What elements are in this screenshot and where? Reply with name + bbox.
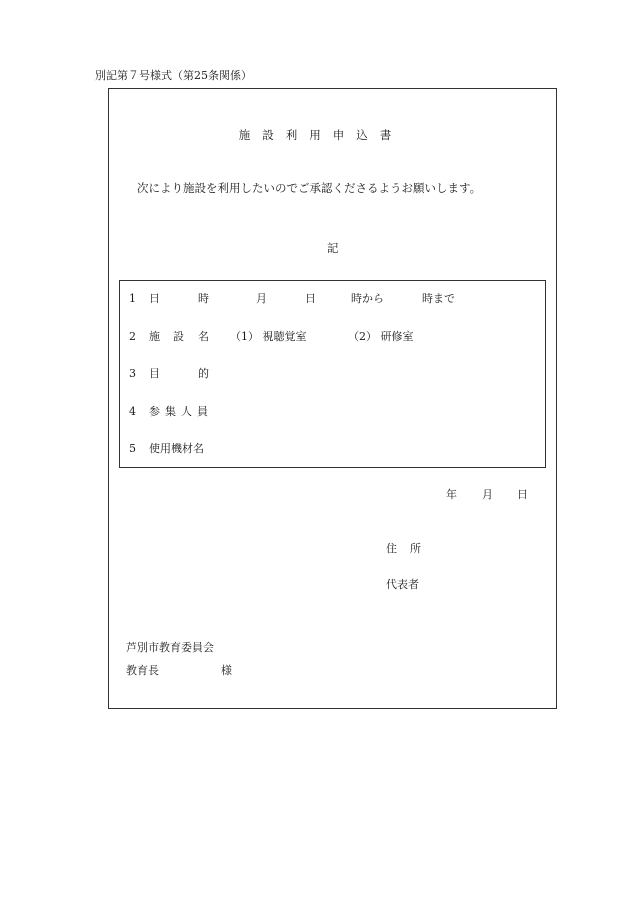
item1-from: 時から [351,292,384,305]
representative-label: 代表者 [386,578,419,591]
item3-label-char: 的 [198,367,209,380]
item4-number: 4 [129,405,136,418]
title-char: 用 [309,128,321,142]
form-reference: 別記第７号様式（第25条関係） [95,69,252,82]
date-year: 年 [446,488,457,501]
item3-label-char: 目 [149,367,160,380]
item2-label-char: 名 [198,330,209,343]
item4-label-char: 参 [149,405,160,418]
address-label-char: 所 [410,542,421,555]
item2-label-char: 設 [173,330,184,343]
title-char: 施 [238,128,251,142]
addressee-honorific: 様 [221,664,232,677]
title-char: 込 [356,128,368,142]
item1-number: 1 [129,292,136,305]
item5-number: 5 [129,442,136,455]
facility-option-2: （2） 研修室 [348,330,414,343]
ki-heading: 記 [327,241,339,255]
item5-label: 使用機材名 [149,442,204,455]
item4-label-char: 員 [197,405,208,418]
intro-text: 次により施設を利用したいのでご承認くださるようお願いします。 [137,181,482,195]
title-char: 申 [332,128,345,142]
item3-number: 3 [129,367,136,380]
item1-until: 時まで [422,292,455,305]
items-box [119,280,546,468]
item4-label-char: 人 [181,405,192,418]
addressee-title: 教育長 [126,664,159,677]
title-char: 設 [262,128,274,142]
item1-label-day: 日 [149,292,160,305]
form-title [0,130,630,142]
title-char: 書 [379,128,392,142]
date-month: 月 [482,488,493,501]
address-label-char: 住 [386,542,397,555]
item1-month: 月 [256,292,267,305]
item4-label-char: 集 [165,405,176,418]
facility-option-1: （1） 視聴覚室 [230,330,307,343]
addressee-org: 芦別市教育委員会 [126,641,214,654]
date-day: 日 [517,488,528,501]
title-char: 利 [285,128,298,142]
item2-label-char: 施 [149,330,160,343]
item1-label-time: 時 [198,292,209,305]
item2-number: 2 [129,330,136,343]
item1-day: 日 [305,292,316,305]
